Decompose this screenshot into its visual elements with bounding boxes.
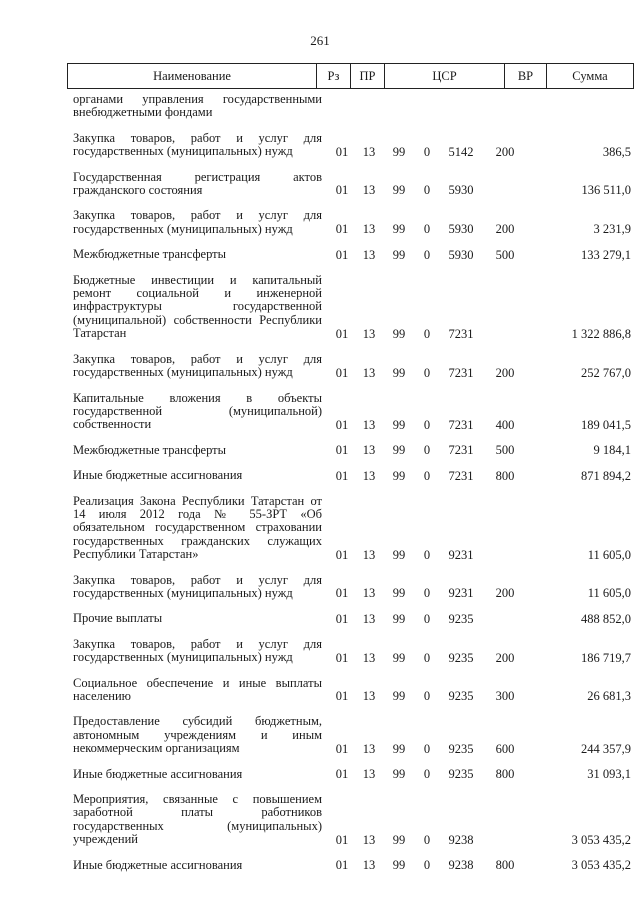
row-csr2: 0 [423, 365, 431, 380]
row-csr2: 0 [423, 326, 431, 341]
row-csr2: 0 [423, 222, 431, 237]
row-name: Межбюджетные трансферты [73, 442, 227, 457]
row-name: Закупка товаров, работ и услуг для государственных (муниципальных) нужд [73, 208, 322, 236]
table-header [67, 63, 634, 89]
row-name: органами управления государственными внебюджетными фондами [73, 92, 322, 120]
row-rz: 01 [335, 611, 349, 626]
table-body [67, 89, 634, 874]
row-rz: 01 [335, 586, 349, 601]
table-row [67, 711, 634, 757]
page-number: 261 [310, 33, 330, 48]
row-pr: 13 [362, 832, 376, 847]
row-rz: 01 [335, 326, 349, 341]
row-sum: 31 093,1 [587, 767, 631, 782]
row-csr3: 9235 [448, 741, 474, 756]
row-csr2: 0 [423, 443, 431, 458]
row-csr1: 99 [392, 326, 406, 341]
row-vr: 200 [495, 365, 515, 380]
table-row [67, 764, 634, 783]
row-pr: 13 [362, 183, 376, 198]
row-csr3: 9235 [448, 689, 474, 704]
row-rz: 01 [335, 417, 349, 432]
table-row [67, 789, 634, 849]
header-pr: ПР [350, 64, 384, 88]
row-pr: 13 [362, 741, 376, 756]
row-pr: 13 [362, 586, 376, 601]
row-name: Закупка товаров, работ и услуг для государственных (муниципальных) нужд [73, 636, 322, 665]
row-name: Иные бюджетные ассигнования [73, 468, 243, 483]
row-vr: 800 [495, 767, 515, 782]
row-sum: 9 184,1 [593, 443, 631, 458]
row-rz: 01 [335, 650, 349, 665]
row-vr: 600 [495, 741, 515, 756]
row-sum: 189 041,5 [581, 417, 631, 432]
row-name: Государственная регистрация актов гражданского состояния [73, 169, 322, 198]
row-name: Бюджетные инвестиции и капитальный ремонт социальной и инженерной инфраструктуры государственной (муниципальной) собственности Республики Татарстан [73, 272, 322, 341]
row-csr3: 7231 [448, 365, 474, 380]
row-csr2: 0 [423, 183, 431, 198]
row-name: Иные бюджетные ассигнования [73, 857, 243, 872]
table-row [67, 634, 634, 667]
row-csr3: 5930 [448, 222, 474, 237]
row-pr: 13 [362, 247, 376, 262]
row-csr3: 9238 [448, 832, 474, 847]
row-sum: 11 605,0 [587, 586, 631, 601]
row-csr3: 9235 [448, 767, 474, 782]
row-name: Закупка товаров, работ и услуг для государственных (муниципальных) нужд [73, 130, 322, 159]
header-vr: ВР [504, 64, 546, 88]
table-row [67, 855, 634, 874]
row-rz: 01 [335, 832, 349, 847]
row-csr3: 7231 [448, 443, 474, 458]
row-name: Закупка товаров, работ и услуг для государственных (муниципальных) нужд [73, 572, 322, 600]
row-name: Мероприятия, связанные с повышением заработной платы работников государственных (муниципальных) учреждений [73, 792, 322, 847]
row-pr: 13 [362, 468, 376, 483]
row-csr1: 99 [392, 547, 406, 562]
table-row [67, 270, 634, 343]
row-name: Закупка товаров, работ и услуг для государственных (муниципальных) нужд [73, 351, 322, 380]
row-csr3: 9235 [448, 650, 474, 665]
row-csr1: 99 [392, 767, 406, 782]
row-csr2: 0 [423, 247, 431, 262]
row-csr1: 99 [392, 468, 406, 483]
row-csr2: 0 [423, 832, 431, 847]
row-vr: 500 [495, 247, 515, 262]
row-pr: 13 [362, 417, 376, 432]
row-pr: 13 [362, 326, 376, 341]
row-pr: 13 [362, 611, 376, 626]
row-pr: 13 [362, 144, 376, 159]
row-name: Социальное обеспечение и иные выплаты населению [73, 675, 322, 703]
row-csr1: 99 [392, 443, 406, 458]
table-row [67, 205, 634, 238]
row-sum: 386,5 [602, 144, 631, 159]
table-row [67, 349, 634, 382]
row-csr1: 99 [392, 417, 406, 432]
table-row [67, 388, 634, 434]
row-rz: 01 [335, 144, 349, 159]
row-vr: 200 [495, 222, 515, 237]
row-pr: 13 [362, 858, 376, 873]
row-vr: 400 [495, 417, 515, 432]
row-rz: 01 [335, 443, 349, 458]
row-csr3: 5142 [448, 144, 474, 159]
table-row [67, 440, 634, 459]
row-name: Капитальные вложения в объекты государственной (муниципальной) собственности [73, 390, 322, 432]
row-csr2: 0 [423, 586, 431, 601]
row-sum: 133 279,1 [581, 247, 631, 262]
row-pr: 13 [362, 222, 376, 237]
row-csr3: 7231 [448, 468, 474, 483]
header-csr: ЦСР [384, 64, 504, 88]
row-csr1: 99 [392, 611, 406, 626]
row-rz: 01 [335, 365, 349, 380]
header-sum: Сумма [546, 64, 633, 88]
row-csr2: 0 [423, 858, 431, 873]
header-name: Наименование [153, 69, 231, 83]
row-name: Межбюджетные трансферты [73, 247, 227, 262]
table-row [67, 491, 634, 564]
row-csr3: 9231 [448, 586, 474, 601]
row-pr: 13 [362, 365, 376, 380]
row-rz: 01 [335, 741, 349, 756]
row-csr1: 99 [392, 183, 406, 198]
row-pr: 13 [362, 767, 376, 782]
row-pr: 13 [362, 547, 376, 562]
row-name: Предоставление субсидий бюджетным, автономным учреждениям и иным некоммерческим организациям [73, 714, 322, 756]
row-pr: 13 [362, 650, 376, 665]
row-sum: 3 053 435,2 [571, 858, 631, 873]
row-vr: 200 [495, 144, 515, 159]
header-rz: Рз [316, 64, 350, 88]
row-csr2: 0 [423, 417, 431, 432]
row-sum: 11 605,0 [587, 547, 631, 562]
row-sum: 186 719,7 [581, 650, 631, 665]
table-row [67, 89, 634, 122]
row-csr3: 5930 [448, 247, 474, 262]
row-csr1: 99 [392, 858, 406, 873]
row-name: Прочие выплаты [73, 611, 163, 626]
row-csr1: 99 [392, 247, 406, 262]
row-csr2: 0 [423, 468, 431, 483]
table-row [67, 673, 634, 706]
row-csr3: 9235 [448, 611, 474, 626]
row-csr2: 0 [423, 689, 431, 704]
row-rz: 01 [335, 547, 349, 562]
row-csr2: 0 [423, 741, 431, 756]
row-csr3: 9238 [448, 858, 474, 873]
row-vr: 800 [495, 468, 515, 483]
row-vr: 500 [495, 443, 515, 458]
table-row [67, 128, 634, 161]
row-csr1: 99 [392, 365, 406, 380]
table-row [67, 167, 634, 200]
row-csr3: 9231 [448, 547, 474, 562]
row-rz: 01 [335, 767, 349, 782]
row-sum: 252 767,0 [581, 365, 631, 380]
row-rz: 01 [335, 183, 349, 198]
row-vr: 300 [495, 689, 515, 704]
row-sum: 26 681,3 [587, 689, 631, 704]
row-csr1: 99 [392, 144, 406, 159]
row-csr2: 0 [423, 650, 431, 665]
table-row [67, 465, 634, 484]
row-csr2: 0 [423, 767, 431, 782]
row-csr2: 0 [423, 611, 431, 626]
row-pr: 13 [362, 443, 376, 458]
table-row [67, 608, 634, 627]
row-csr2: 0 [423, 144, 431, 159]
row-sum: 488 852,0 [581, 611, 631, 626]
row-sum: 1 322 886,8 [571, 326, 631, 341]
row-csr1: 99 [392, 741, 406, 756]
row-sum: 871 894,2 [581, 468, 631, 483]
row-rz: 01 [335, 222, 349, 237]
row-csr1: 99 [392, 832, 406, 847]
row-vr: 200 [495, 650, 515, 665]
row-rz: 01 [335, 247, 349, 262]
row-csr3: 7231 [448, 417, 474, 432]
row-csr1: 99 [392, 650, 406, 665]
row-vr: 200 [495, 586, 515, 601]
table-row [67, 244, 634, 263]
row-csr3: 7231 [448, 326, 474, 341]
row-rz: 01 [335, 689, 349, 704]
row-csr2: 0 [423, 547, 431, 562]
row-rz: 01 [335, 858, 349, 873]
row-csr1: 99 [392, 222, 406, 237]
row-csr3: 5930 [448, 183, 474, 198]
row-rz: 01 [335, 468, 349, 483]
row-name: Иные бюджетные ассигнования [73, 766, 243, 781]
table-row [67, 570, 634, 603]
row-vr: 800 [495, 858, 515, 873]
row-sum: 136 511,0 [581, 183, 631, 198]
row-sum: 3 231,9 [593, 222, 631, 237]
row-csr1: 99 [392, 586, 406, 601]
row-name: Реализация Закона Республики Татарстан от 14 июля 2012 года № 55-ЗРТ «Об обязательном государственном страховании государственных гражданских служащих Республики Татарстан» [73, 493, 322, 562]
row-pr: 13 [362, 689, 376, 704]
row-sum: 244 357,9 [581, 741, 631, 756]
row-sum: 3 053 435,2 [571, 832, 631, 847]
row-csr1: 99 [392, 689, 406, 704]
